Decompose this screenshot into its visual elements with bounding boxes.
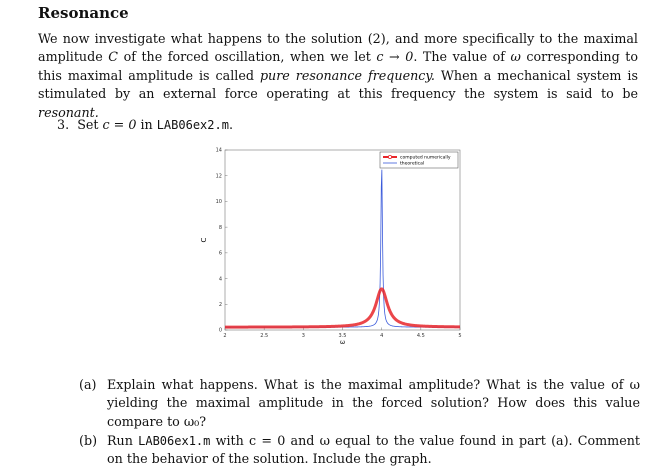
legend-label-numerical: computed numerically bbox=[400, 155, 451, 161]
legend-label-theoretical: theoretical bbox=[400, 161, 425, 167]
term-pure-resonance: pure resonance frequency. bbox=[259, 67, 435, 83]
x-tick-label: 3 bbox=[301, 333, 305, 339]
y-tick-label: 0 bbox=[218, 327, 222, 334]
term-resonant: resonant. bbox=[38, 104, 99, 120]
plot-frame bbox=[225, 150, 460, 330]
x-tick-label: 4.5 bbox=[416, 333, 425, 339]
x-tick-label: 4 bbox=[380, 333, 384, 339]
x-tick-label: 2 bbox=[223, 333, 227, 339]
plot-ticks bbox=[216, 148, 462, 339]
question-a: (a) Explain what happens. What is the maximal amplitude? What is the value of ω yielding the maximal amplitude in the forced solution? How does this value compare to ω₀? bbox=[79, 377, 640, 429]
legend-marker-numerical bbox=[388, 155, 391, 158]
y-tick-label: 2 bbox=[218, 301, 222, 308]
x-axis-label: ω bbox=[339, 339, 346, 346]
y-tick-label: 14 bbox=[215, 147, 222, 154]
y-tick-label: 12 bbox=[215, 173, 222, 180]
y-tick-label: 10 bbox=[215, 199, 222, 206]
x-tick-label: 3.5 bbox=[338, 333, 347, 339]
section-heading: Resonance bbox=[38, 4, 129, 22]
y-tick-label: 8 bbox=[218, 224, 222, 231]
question-b: (b) Run LAB06ex1.m with c = 0 and ω equal to the value found in part (a). Comment on the behavior of the solution. Include the graph. bbox=[79, 433, 640, 467]
y-axis-label: C bbox=[200, 237, 208, 243]
plot-axes bbox=[225, 150, 460, 330]
file-name-b: LAB06ex1.m bbox=[138, 434, 211, 448]
numerical-series-line bbox=[225, 289, 460, 327]
step-3: 3. Set c = 0 in LAB06ex2.m. bbox=[57, 117, 233, 132]
y-tick-label: 4 bbox=[218, 276, 222, 283]
intro-paragraph: We now investigate what happens to the solution (2), and more specifically to the maximal amplitude C of the forced oscillation, when we let c → 0. The value of ω corresponding to this maximal amplitude is called pure resonance frequency. When a mechanical system is stimulated by an external force operating at this frequency the system is said to be resonant. bbox=[38, 31, 639, 120]
x-tick-label: 2.5 bbox=[260, 333, 269, 339]
theoretical-series-line bbox=[225, 170, 460, 327]
x-tick-label: 5 bbox=[458, 333, 462, 339]
file-name: LAB06ex2.m bbox=[156, 118, 229, 132]
resonance-plot bbox=[195, 140, 475, 365]
y-tick-label: 6 bbox=[218, 250, 222, 257]
plot-legend bbox=[380, 152, 458, 168]
